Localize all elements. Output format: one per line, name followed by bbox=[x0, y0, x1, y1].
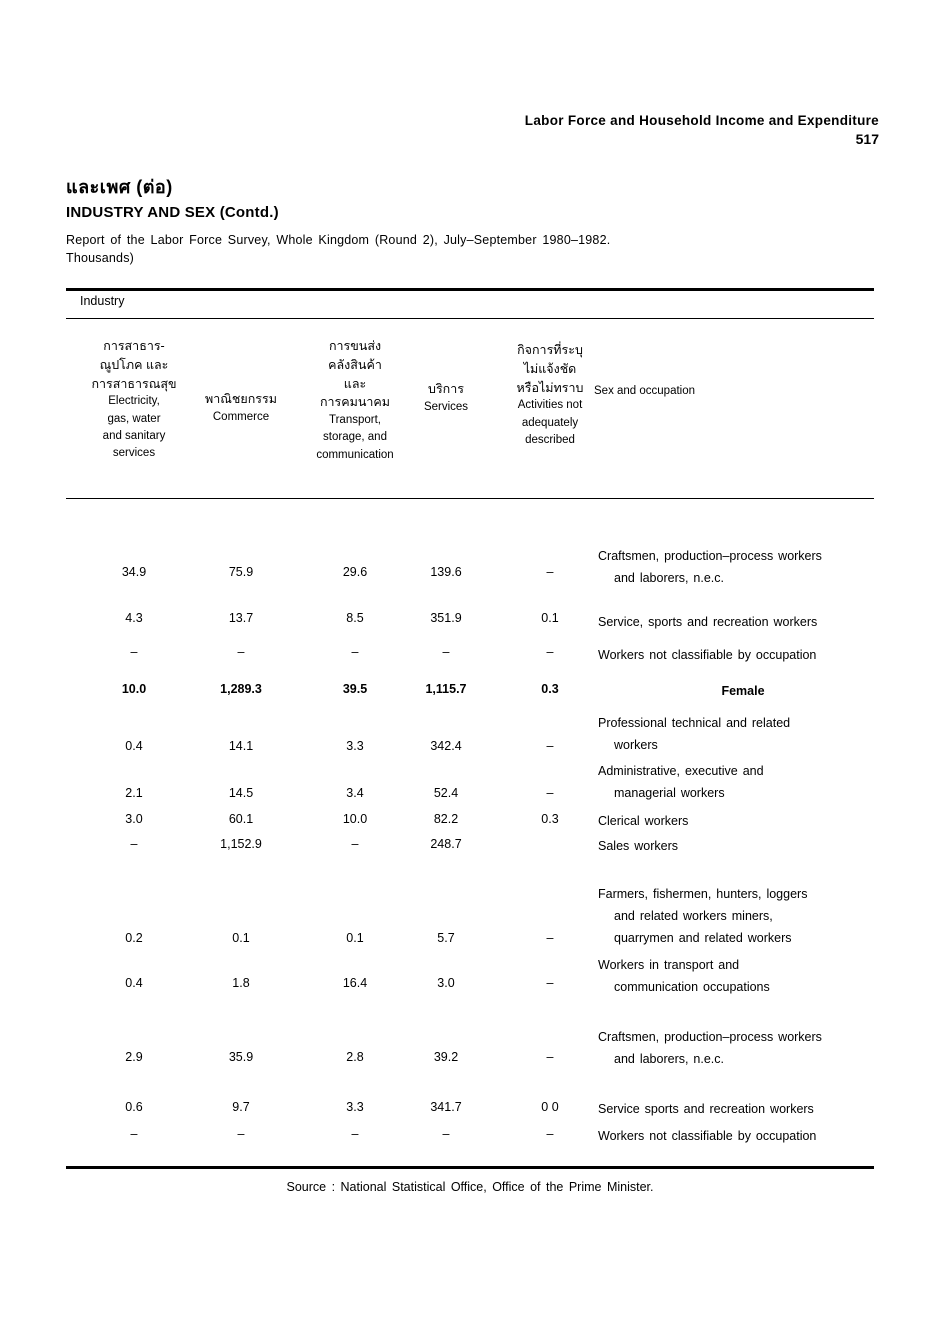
column-header-not-described-en-1: Activities not bbox=[517, 399, 583, 412]
table-cell: 82.2 bbox=[433, 812, 459, 826]
column-header-transport-thai-2: คลังสินค้า bbox=[328, 357, 382, 372]
table-cell: 3.0 bbox=[125, 812, 143, 826]
table-row-label-line: Workers not classifiable by occupation bbox=[598, 1129, 817, 1143]
table-cell: – bbox=[237, 645, 245, 659]
page-number: 517 bbox=[855, 131, 879, 147]
table-cell: 3.3 bbox=[346, 739, 364, 753]
table-row-label-line: managerial workers bbox=[614, 785, 725, 800]
column-header-not-described-thai-1: กิจการที่ระบุ bbox=[517, 343, 583, 357]
column-header-not-described-en-3: described bbox=[525, 433, 575, 446]
column-header-not-described-thai-2: ไม่แจ้งชัด bbox=[523, 361, 577, 376]
table-cell: 2.1 bbox=[125, 786, 143, 800]
table-cell: 1,289.3 bbox=[220, 682, 262, 696]
column-header-commerce-en-1: Commerce bbox=[212, 410, 270, 423]
table-cell: 0.6 bbox=[125, 1100, 143, 1114]
table-cell: – bbox=[237, 1127, 245, 1141]
table-cell: – bbox=[130, 837, 138, 851]
table-cell: – bbox=[546, 976, 554, 990]
table-cell: 8.5 bbox=[346, 611, 364, 625]
table-row-label-line: Farmers, fishermen, hunters, loggers bbox=[598, 887, 808, 901]
table-row-label-line: Service sports and recreation workers bbox=[598, 1102, 814, 1116]
column-header-transport-thai-3: และ bbox=[343, 376, 367, 391]
column-header-transport-en-2: storage, and bbox=[323, 431, 387, 444]
table-cell: 10.0 bbox=[342, 812, 368, 826]
table-row-label bbox=[598, 546, 888, 590]
table-cell: 342.4 bbox=[430, 739, 462, 753]
table-row-label bbox=[598, 811, 888, 833]
table-cell: 10.0 bbox=[121, 682, 147, 696]
table-cell: 34.9 bbox=[121, 565, 147, 579]
running-head: Labor Force and Household Income and Expenditure bbox=[524, 113, 879, 128]
table-cell: 75.9 bbox=[228, 565, 254, 579]
table-cell: – bbox=[130, 1127, 138, 1141]
table-cell: 3.0 bbox=[437, 976, 455, 990]
table-cell: – bbox=[442, 1127, 450, 1141]
table-cell: 0.1 bbox=[232, 931, 250, 945]
table-cell: 341.7 bbox=[430, 1100, 462, 1114]
table-cell: 39.5 bbox=[342, 682, 368, 696]
column-header-electricity-en-3: and sanitary bbox=[102, 429, 166, 442]
table-cell: 16.4 bbox=[342, 976, 368, 990]
column-header-electricity-en-4: services bbox=[112, 447, 156, 459]
table-row-label-line: Workers in transport and bbox=[598, 958, 740, 972]
table-cell: 1,115.7 bbox=[425, 682, 467, 696]
column-header-electricity-thai-2: ณูปโภค และ bbox=[99, 357, 169, 372]
column-header-electricity-en-1: Electricity, bbox=[108, 395, 160, 408]
table-cell: – bbox=[351, 837, 359, 851]
table-row-label bbox=[598, 1027, 888, 1071]
source-note: Source : National Statistical Office, Office of the Prime Minister. bbox=[286, 1180, 654, 1194]
table-row-label bbox=[598, 681, 888, 703]
table-cell: 3.4 bbox=[346, 786, 364, 800]
column-header-not-described-thai-3: หรือไม่ทราบ bbox=[516, 380, 584, 395]
rule-top bbox=[66, 288, 874, 291]
table-row-label-line: Sales workers bbox=[598, 839, 678, 853]
table-row-label bbox=[598, 836, 888, 858]
table-cell: 5.7 bbox=[437, 931, 455, 945]
column-header-sex-occupation-en-1: Sex and occupation bbox=[594, 385, 696, 397]
table-cell: – bbox=[546, 1127, 554, 1141]
column-header-transport-en-3: communication bbox=[316, 448, 394, 461]
table-row-label bbox=[598, 1099, 888, 1121]
table-cell: – bbox=[546, 1050, 554, 1064]
table-row-label-line: Administrative, executive and bbox=[598, 764, 764, 778]
table-cell: – bbox=[130, 645, 138, 659]
table-row-label bbox=[598, 612, 888, 634]
table-row-label bbox=[598, 955, 888, 999]
column-header-transport-thai-4: การคมนาคม bbox=[319, 395, 391, 410]
column-header-transport-thai-1: การขนส่ง bbox=[328, 339, 382, 353]
table-row-label bbox=[598, 1126, 888, 1148]
table-row-label-line: and laborers, n.e.c. bbox=[614, 570, 725, 585]
table-cell: – bbox=[546, 645, 554, 659]
table-cell: 39.2 bbox=[433, 1050, 459, 1064]
rule-bottom bbox=[66, 1166, 874, 1169]
table-cell: – bbox=[351, 1127, 359, 1141]
table-row-label bbox=[598, 761, 888, 805]
column-header-electricity-en-2: gas, water bbox=[107, 412, 161, 425]
table-cell: 0 0 bbox=[541, 1100, 559, 1114]
table-cell: – bbox=[351, 645, 359, 659]
table-row-label-line: Craftsmen, production–process workers bbox=[598, 549, 822, 563]
table-row-label-line: quarrymen and related workers bbox=[614, 930, 792, 945]
table-row-label-line: and laborers, n.e.c. bbox=[614, 1051, 725, 1066]
rule-under-industry bbox=[66, 318, 874, 319]
table-cell: 0.1 bbox=[541, 611, 559, 625]
page-title-thai: และเพศ (ต่อ) bbox=[66, 177, 173, 197]
column-header-services-en-1: Services bbox=[423, 400, 469, 413]
table-row-label-line: Female bbox=[721, 684, 765, 698]
table-cell: 0.3 bbox=[541, 682, 559, 696]
page-title: INDUSTRY AND SEX (Contd.) bbox=[66, 204, 279, 221]
table-row-label bbox=[598, 645, 888, 667]
table-cell: 1.8 bbox=[232, 976, 250, 990]
rule-under-header bbox=[66, 498, 874, 499]
table-cell: 0.3 bbox=[541, 812, 559, 826]
table-subtitle: Report of the Labor Force Survey, Whole Kingdom (Round 2), July–September 1980–1982. bbox=[66, 233, 611, 247]
table-cell: 14.5 bbox=[228, 786, 254, 800]
table-row-label-line: Workers not classifiable by occupation bbox=[598, 648, 817, 662]
table-cell: 3.3 bbox=[346, 1100, 364, 1114]
table-row-label-line: workers bbox=[614, 737, 658, 752]
table-cell: – bbox=[442, 645, 450, 659]
table-cell: 0.1 bbox=[346, 931, 364, 945]
table-cell: 9.7 bbox=[232, 1100, 250, 1114]
column-header-not-described-en-2: adequately bbox=[521, 416, 579, 429]
table-row-label bbox=[598, 713, 888, 757]
table-cell: 13.7 bbox=[228, 611, 254, 625]
table-row-label-line: Service, sports and recreation workers bbox=[598, 615, 818, 629]
table-cell: 4.3 bbox=[125, 611, 143, 625]
table-cell: – bbox=[546, 786, 554, 800]
table-cell: 0.4 bbox=[125, 739, 143, 753]
table-cell: 52.4 bbox=[433, 786, 459, 800]
table-cell: – bbox=[546, 739, 554, 753]
table-row-label-line: communication occupations bbox=[614, 979, 770, 994]
table-row-label bbox=[598, 884, 888, 950]
table-cell: 35.9 bbox=[228, 1050, 254, 1064]
table-cell: 2.9 bbox=[125, 1050, 143, 1064]
table-cell: 248.7 bbox=[430, 837, 462, 851]
table-cell: 60.1 bbox=[228, 812, 254, 826]
table-cell: 29.6 bbox=[342, 565, 368, 579]
column-header-transport-en-1: Transport, bbox=[329, 414, 381, 426]
column-header-services-thai-1: บริการ bbox=[428, 382, 464, 396]
table-cell: – bbox=[546, 565, 554, 579]
table-cell: 351.9 bbox=[430, 611, 462, 625]
industry-header-label: Industry bbox=[80, 294, 125, 308]
table-row-label-line: Craftsmen, production–process workers bbox=[598, 1030, 822, 1044]
column-header-sex-occupation bbox=[594, 383, 874, 400]
table-units: Thousands) bbox=[66, 251, 135, 265]
table-cell: 2.8 bbox=[346, 1050, 364, 1064]
table-cell: 0.2 bbox=[125, 931, 143, 945]
table-row-label-line: Clerical workers bbox=[598, 814, 689, 828]
table-cell: 139.6 bbox=[430, 565, 462, 579]
table-cell: 0.4 bbox=[125, 976, 143, 990]
table-row-label-line: Professional technical and related bbox=[598, 716, 791, 730]
table-cell: 1,152.9 bbox=[220, 837, 262, 851]
table-cell: – bbox=[546, 931, 554, 945]
table-row-label-line: and related workers miners, bbox=[614, 908, 773, 923]
column-header-commerce-thai-1: พาณิชยกรรม bbox=[205, 392, 277, 406]
table-cell: 14.1 bbox=[228, 739, 254, 753]
column-header-electricity-thai-1: การสาธาร- bbox=[103, 339, 165, 353]
column-header-electricity-thai-3: การสาธารณสุข bbox=[91, 376, 177, 391]
